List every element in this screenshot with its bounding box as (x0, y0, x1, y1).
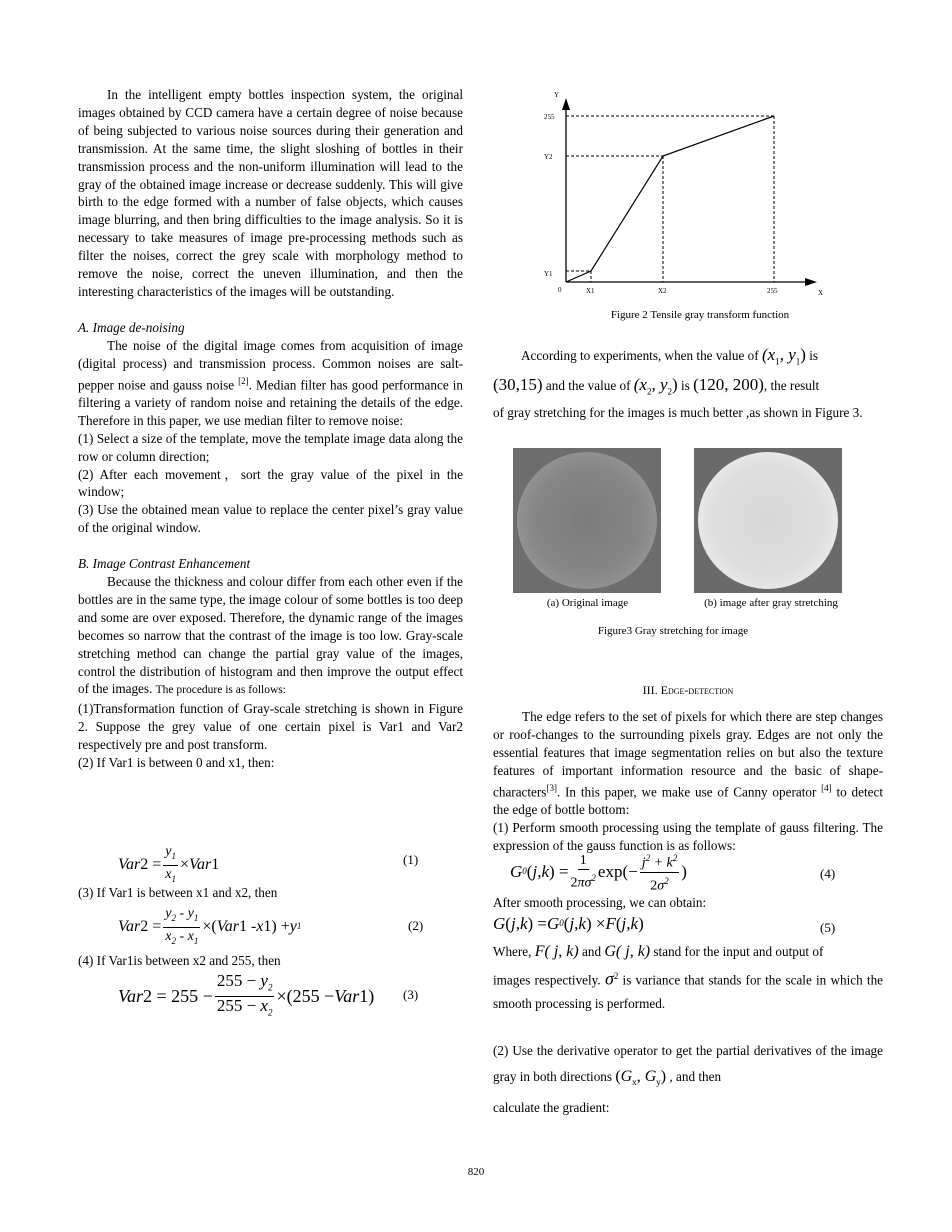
figure-3-caption: Figure3 Gray stretching for image (597, 625, 749, 637)
text: (2) Use the derivative operator to get the partial derivatives of the image gray in both directions (493, 1043, 883, 1084)
citation: [3] (546, 782, 557, 793)
edge-paragraph (493, 708, 883, 855)
section-3-heading: III. Edge-detection (642, 683, 734, 697)
text: stand for the input and output of (653, 944, 824, 959)
text: The edge refers to the set of pixels for which there are step changes or roof-changes to the surrounding pixels gray. Edges are not only the essential features that image segmentation relies on but also the texture features of important information resource and the basic of shape-characters (493, 709, 883, 800)
section-a-paragraph (78, 337, 463, 430)
equation-2: Var 2 = $\frac{y_2 - y_1}{x_2 - x_1}$ ×( Var 1 - x 1) + y 1 (118, 906, 302, 946)
equation-number: (3) (403, 987, 419, 1002)
text: of gray stretching for the images is much better ,as shown in Figure 3. (493, 404, 863, 420)
b-step-4: (4) If Var1is between x2 and 255, then (78, 953, 281, 968)
stretched-image (694, 448, 842, 593)
text: , and then (669, 1069, 722, 1084)
b-step-1: (1)Transformation function of Gray-scale stretching is shown in Figure 2. Suppose the grey value of one certain pixel is Var1 and Var2 respectively pre and post transform. (78, 701, 463, 753)
equation-number: (4) (820, 866, 836, 881)
text: to detect the edge of bottle bottom: (493, 784, 883, 817)
b-step-3: (3) If Var1 is between x1 and x2, then (78, 885, 278, 900)
original-image (513, 448, 661, 593)
section-b-heading: B. Image Contrast Enhancement (78, 556, 251, 572)
b-step-2: (2) If Var1 is between 0 and x1, then: (78, 755, 275, 771)
experiment-paragraph: According to experiments, when the value of ($x_1$, $y_1$) is (30,15) and the value of ($x_2$, $y_2$) is (120, 200), the result of gray stretching for the images is much better ,as shown in Figure 3. (493, 343, 883, 422)
value-1: (30,15) (493, 375, 543, 395)
y-tick: Y2 (544, 153, 553, 161)
step-2-paragraph: (2) Use the derivative operator to get the partial derivatives of the image gray in both directions ($G_x$, $G_y$) , and then calculate the gradient: (493, 1043, 883, 1116)
step-1: (1) Perform smooth processing using the template of gauss filtering. The expression of the gauss function is as follows: (493, 819, 883, 853)
equation-3: Var 2 = 255 − $\frac{255 - y_2}{255 - x_2}$ ×(255 − Var 1) (118, 971, 375, 1018)
text: and (582, 944, 602, 959)
y-tick: 255 (544, 113, 555, 121)
text: and the value of (545, 378, 631, 394)
x-tick: X1 (586, 287, 595, 295)
figure-2-caption: Figure 2 Tensile gray transform function (610, 309, 790, 321)
page-number: 820 (467, 1166, 485, 1178)
value-2: (120, 200) (693, 375, 764, 395)
step-2: (2) After each movement，sort the gray value of the pixel in the window; (78, 466, 463, 500)
figure-2-diagram (540, 80, 840, 305)
origin-label: 0 (558, 286, 562, 294)
step-1: (1) Select a size of the template, move the template image data along the row or column direction; (78, 430, 463, 464)
section-b-paragraph (78, 573, 463, 700)
text: is (681, 378, 690, 394)
x-tick: X2 (658, 287, 667, 295)
text: The noise of the digital image comes from acquisition of image (digital process) and transmission process. Common noises are salt-pepper noise and gauss noise (78, 337, 463, 392)
intro-paragraph: In the intelligent empty bottles inspection system, the original images obtained by CCD camera have a certain degree of noise because of being subjected to various noise sources during their generation and transmission. At the same time, the slight sloshing of bottles in their transmission process and the non-uniform illumination will lead to the gray of the obtained image increase or decrease suddenly. This will give birth to the edge formed with a number of false objects, which causes image blurring, and then bring difficulties to the image analysis. So it is necessary to take measures of image pre-processing methods such as filter the noises, correct the grey scale with morphology method to remove the noise, correct the uneven illumination, and then the interesting characteristics of the images will be outstanding. (78, 87, 463, 299)
equation-4: G 0 ( j , k ) = $\frac{1}{2\pi\sigma^2}$ exp(− $\frac{j^2 + k^2}{2\sigma^2}$ ) (510, 850, 687, 894)
figure-3a-caption: (a) Original image (546, 597, 629, 609)
transform-curve (566, 116, 774, 282)
citation: [2] (238, 375, 249, 386)
section-a-heading: A. Image de-noising (78, 319, 185, 335)
text: . In this paper, we make use of Canny operator (556, 784, 817, 800)
figure-3b-caption: (b) image after gray stretching (704, 597, 838, 609)
text: calculate the gradient: (493, 1100, 610, 1116)
y-axis-label: Y (554, 91, 560, 99)
citation: [4] (821, 782, 832, 793)
step-3: (3) Use the obtained mean value to replace the center pixel’s gray value of the original window. (78, 502, 463, 536)
y-tick: Y1 (544, 270, 553, 278)
text: , the result (763, 378, 820, 394)
guide-lines (566, 116, 774, 282)
after-smooth-text: After smooth processing, we can obtain: (493, 895, 707, 910)
text: Because the thickness and colour differ from each other even if the bottles are in the same type, the image colour of some bottles is too deep and some are over exposed. Therefore, the dynamic range of the images becomes so narrow that the contrast of the image is too low. Gray-scale stretching method can change the partial gray value of the images, control the distribution of histogram and then improve the output effect of the images. (78, 574, 463, 697)
equation-1: Var 2 = $\frac{y_1}{x_1}$ × Var 1 (118, 844, 220, 884)
x-axis-label: X (818, 289, 824, 297)
equation-number: (1) (403, 852, 419, 867)
left-column (78, 86, 463, 772)
text: Where, (493, 944, 532, 959)
text: The procedure is as follows: (155, 684, 286, 697)
text: images respectively. (493, 972, 601, 988)
x-axis-arrow (805, 278, 817, 286)
text: is variance that stands for the scale in which the smooth processing is performed. (493, 972, 884, 1012)
where-paragraph: Where, F( j, k) and G( j, k) stand for the input and output of images respectively. $\sigma^2$ is variance that stands for the scale in which the smooth processing is performed. (493, 943, 884, 1012)
text: . Median filter has good performance in filtering a variety of random noise and retaining the details of the edge. Therefore in this paper, we use median filter to remove noise: (78, 376, 464, 428)
x-tick: 255 (767, 287, 778, 295)
text: According to experiments, when the value of (521, 348, 759, 363)
y-axis-arrow (562, 98, 570, 110)
equation-number: (2) (408, 918, 424, 933)
equation-number: (5) (820, 920, 836, 935)
equation-5: G ( j , k ) = G 0 ( j , k ) × F ( j , k ) (493, 914, 644, 933)
text: is (809, 348, 818, 363)
